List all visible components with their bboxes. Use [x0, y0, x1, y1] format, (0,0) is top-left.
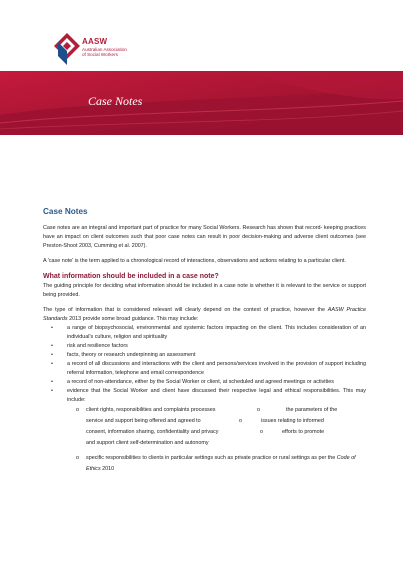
- paragraph-definition: A 'case note' is the term applied to a chronological record of interactions, observations and actions relating to a particular client.: [43, 258, 346, 264]
- sub-text-right-3: efforts to promote: [282, 429, 325, 435]
- bullet-icon: •: [51, 361, 53, 367]
- bullet-icon: •: [51, 343, 53, 349]
- bullet-list: [43, 324, 366, 405]
- banner-title: Case Notes: [88, 94, 143, 108]
- sub-bullet-icon: o: [239, 418, 242, 424]
- sub-bullet-icon: o: [257, 407, 260, 413]
- bullet-icon: •: [51, 379, 53, 385]
- list-item: [43, 378, 366, 387]
- sub-text-right-2: issues relating to informed: [261, 418, 324, 424]
- sub-bullet-icon: o: [76, 407, 79, 413]
- logo-subtitle-line-2: of Social Workers: [82, 52, 118, 58]
- list-item-text: risk and resilience factors: [67, 343, 128, 349]
- bullet-icon: •: [51, 388, 53, 394]
- sub-bullet-icon: o: [260, 429, 263, 435]
- paragraph-type-of-information: [43, 306, 366, 324]
- bullet-icon: •: [51, 352, 53, 358]
- sub-list-item-settings: [43, 453, 366, 475]
- sub-text-right-1: the parameters of the: [286, 407, 338, 413]
- para4-text-a: The type of information that is considered relevant will clearly depend on the context of practice, however the: [43, 307, 328, 313]
- aasw-logo-mark-icon: [54, 33, 80, 65]
- practice-standards-title: AASW Practice Standards: [43, 307, 366, 322]
- bullet-icon: •: [51, 325, 53, 331]
- list-item-text: a record of all discussions and interactions with the client and persons/services involved in the provision of support including referral information, telephone and email correspondence: [67, 361, 366, 376]
- list-item: [43, 351, 366, 360]
- logo-name: AASW: [82, 37, 108, 46]
- sub-text-left-1: client rights, responsibilities and complaints processes: [86, 407, 216, 413]
- sub2-text-b: 2010: [100, 466, 115, 472]
- list-item: [43, 324, 366, 342]
- list-item-text: a record of non-attendance, either by the Social Worker or client, at scheduled and agreed meetings or activities: [67, 379, 334, 385]
- subsection-heading: What information should be included in a case note?: [43, 273, 219, 280]
- sub2-text-a: specific responsibilities to clients in particular settings such as private practice or rural settings as per the: [86, 455, 337, 461]
- aasw-logo: [54, 33, 80, 70]
- list-item: [43, 360, 366, 378]
- list-item: [43, 387, 366, 405]
- list-item-text: facts, theory or research underpinning an assessment: [67, 352, 196, 358]
- sub-bullet-icon: o: [76, 455, 79, 461]
- sub-text-left-4: and support client self-determination and autonomy: [86, 440, 209, 446]
- section-heading: Case Notes: [43, 207, 88, 216]
- banner-wave-graphic: [0, 71, 403, 135]
- logo-subtitle: [82, 47, 162, 57]
- sub-text-left-2: service and support being offered and agreed to: [86, 418, 201, 424]
- paragraph-guiding-principle: The guiding principle for deciding what information should be included in a case note is whether it is relevant to the service or support being provided.: [43, 283, 366, 298]
- list-item: [43, 342, 366, 351]
- paragraph-intro: Case notes are an integral and important part of practice for many Social Workers. Research has shown that record- keeping practices have an impact on client outcomes such that poor case notes can result in poor decision-making and adverse client outcomes (see Preston-Shoot 2003, Cumming et al. 2007).: [43, 225, 366, 249]
- code-of-ethics-title: Code of Ethics: [86, 455, 356, 472]
- sub-list-item-responsibilities: [43, 406, 366, 453]
- logo-subtitle-line-1: Australian Association: [82, 47, 127, 52]
- para4-text-b: 2013 provide some broad guidance. This may include:: [67, 316, 199, 322]
- list-item-text: evidence that the Social Worker and client have discussed their respective legal and ethical responsibilities. This may include:: [67, 388, 366, 403]
- title-banner: [0, 71, 403, 135]
- list-item-text: a range of biopsychosocial, environmental and systemic factors impacting on the client. This includes consideration of an individual's culture, religion and spirituality: [67, 325, 366, 340]
- document-body: [43, 207, 366, 475]
- sub-text-left-3: consent, information sharing, confidentiality and privacy: [86, 429, 219, 435]
